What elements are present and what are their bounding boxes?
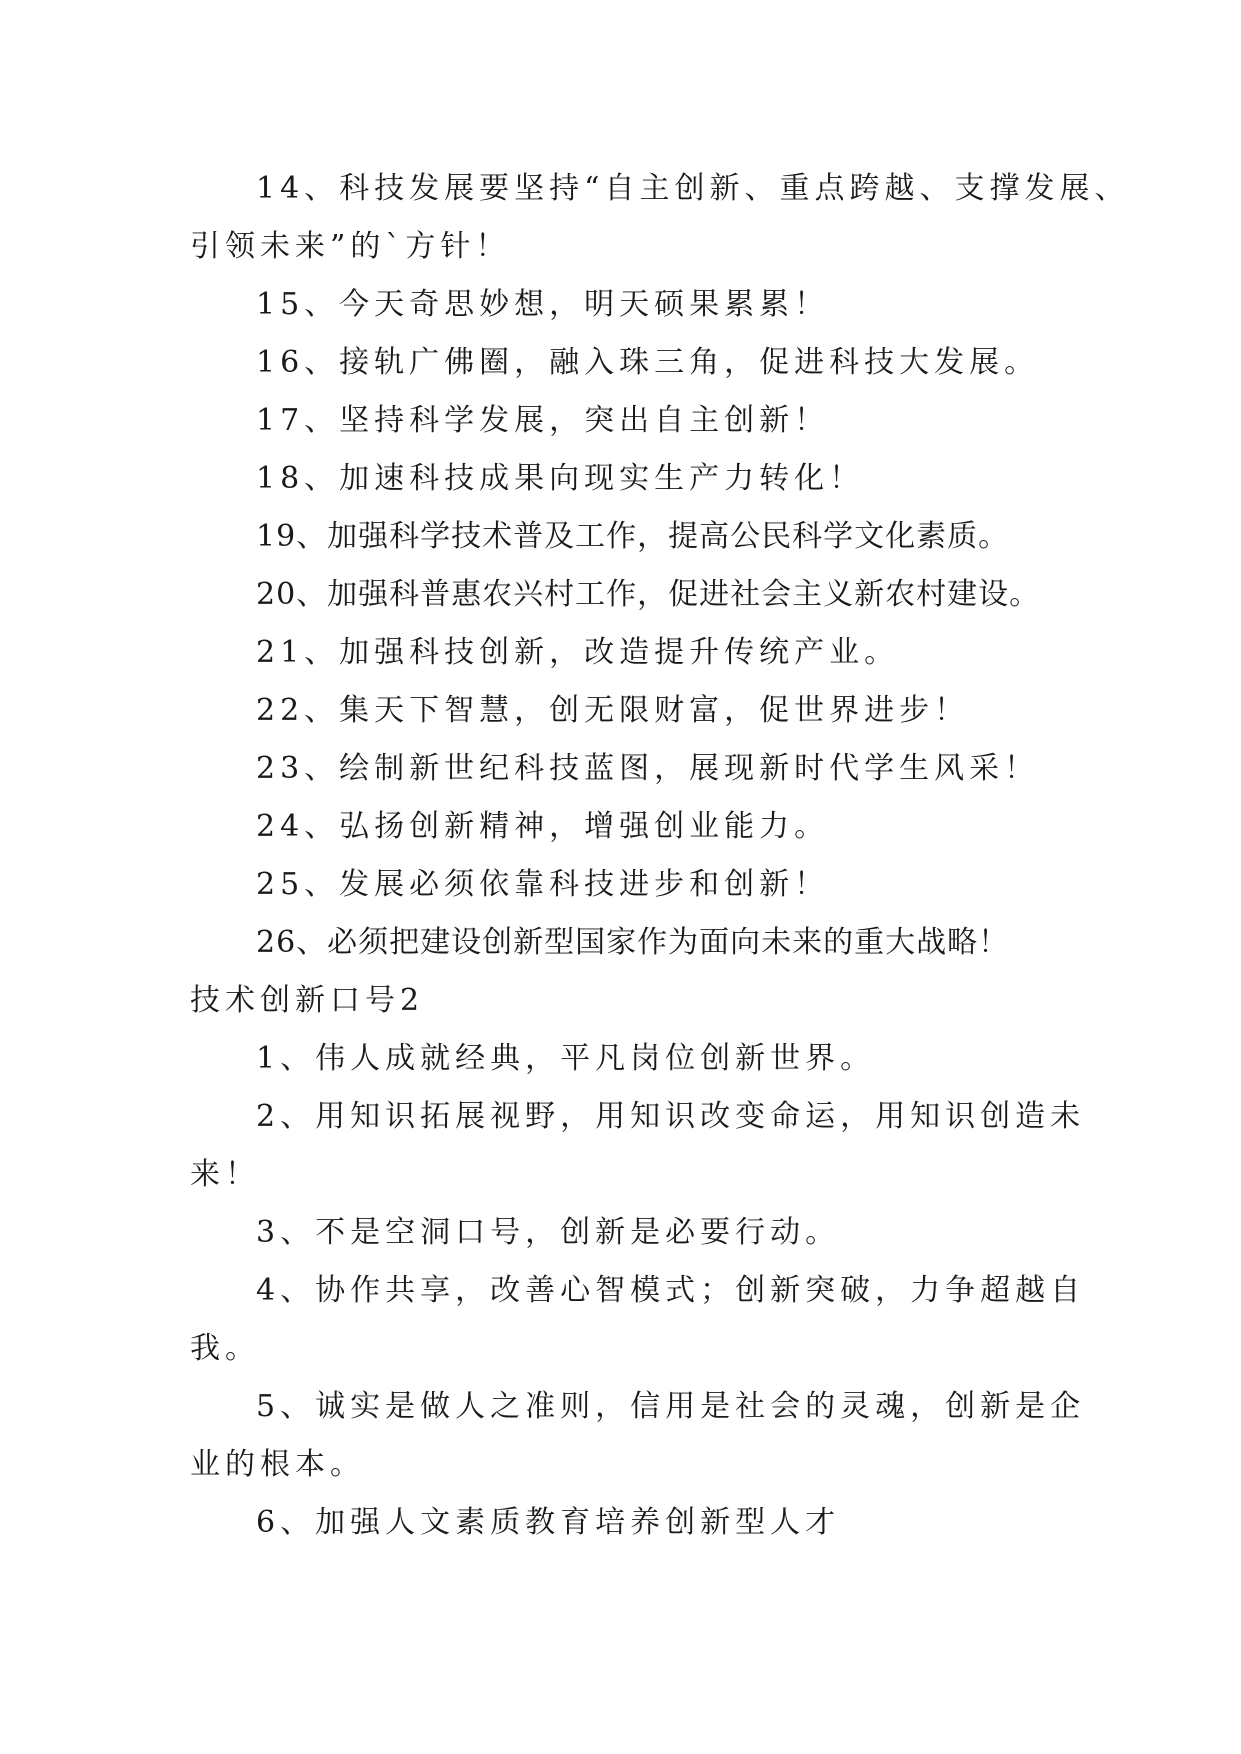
document-body xyxy=(190,160,1130,1552)
slogan-line: 4、协作共享，改善心智模式；创新突破，力争超越自 xyxy=(256,1273,1086,1308)
slogan-line: 引领未来”的`方针！ xyxy=(190,229,511,264)
slogan-line: 24、弘扬创新精神，增强创业能力。 xyxy=(256,809,830,844)
slogan-line: 19、加强科学技术普及工作，提高公民科学文化素质。 xyxy=(256,519,1010,554)
slogan-line: 来！ xyxy=(190,1157,260,1192)
slogan-line: 17、坚持科学发展，突出自主创新！ xyxy=(256,403,830,438)
section-heading: 技术创新口号2 xyxy=(190,983,425,1018)
slogan-line: 业的根本。 xyxy=(190,1447,365,1482)
slogan-line: 25、发展必须依靠科技进步和创新！ xyxy=(256,867,830,902)
slogan-line: 15、今天奇思妙想，明天硕果累累！ xyxy=(256,287,830,322)
slogan-line: 22、集天下智慧，创无限财富，促世界进步！ xyxy=(256,693,970,728)
slogan-line: 2、用知识拓展视野，用知识改变命运，用知识创造未 xyxy=(256,1099,1086,1134)
slogan-line: 18、加速科技成果向现实生产力转化！ xyxy=(256,461,865,496)
slogan-line: 1、伟人成就经典，平凡岗位创新世界。 xyxy=(256,1041,876,1076)
slogan-line: 21、加强科技创新，改造提升传统产业。 xyxy=(256,635,900,670)
slogan-line: 23、绘制新世纪科技蓝图，展现新时代学生风采！ xyxy=(256,751,1040,786)
slogan-line: 16、接轨广佛圈，融入珠三角，促进科技大发展。 xyxy=(256,345,1040,380)
slogan-line: 我。 xyxy=(190,1331,260,1366)
slogan-line: 6、加强人文素质教育培养创新型人才 xyxy=(256,1505,841,1540)
slogan-line: 3、不是空洞口号，创新是必要行动。 xyxy=(256,1215,841,1250)
slogan-line: 20、加强科普惠农兴村工作，促进社会主义新农村建设。 xyxy=(256,577,1041,612)
slogan-line: 14、科技发展要坚持“自主创新、重点跨越、支撑发展、 xyxy=(256,171,1130,206)
slogan-line: 5、诚实是做人之准则，信用是社会的灵魂，创新是企 xyxy=(256,1389,1086,1424)
slogan-line: 26、必须把建设创新型国家作为面向未来的重大战略！ xyxy=(256,925,1010,960)
